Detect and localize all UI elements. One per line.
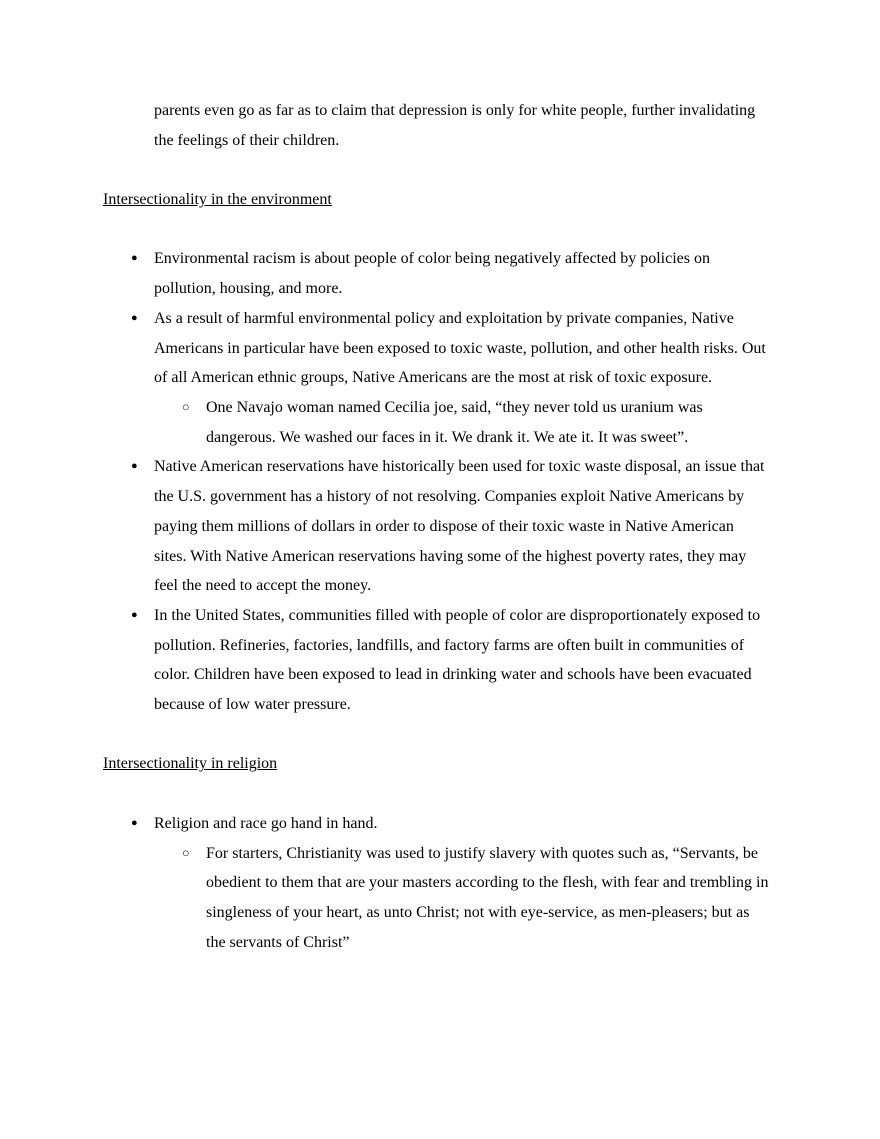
list-item-text: One Navajo woman named Cecilia joe, said, “they never told us uranium was dangerous. We washed our faces in it. We drank it. We ate it. It was sweet”.	[206, 399, 703, 446]
bullet-icon: ●	[131, 608, 138, 621]
list-item-text: Environmental racism is about people of color being negatively affected by policies on pollution, housing, and more.	[154, 250, 710, 298]
bullet-list-religion	[103, 809, 777, 958]
list-item	[103, 452, 777, 601]
bullet-icon: ●	[131, 460, 138, 473]
intro-paragraph: parents even go as far as to claim that depression is only for white people, further invalidating the feelings of their children.	[154, 102, 756, 149]
bullet-icon: ●	[131, 311, 138, 324]
hollow-bullet-icon: ○	[182, 845, 190, 860]
list-item	[103, 839, 777, 958]
bullet-icon: ●	[131, 252, 138, 265]
list-item	[103, 304, 777, 393]
list-item-text: As a result of harmful environmental policy and exploitation by private companies, Native Americans in particular have been exposed to toxic waste, pollution, and other health risks. Out of all American ethnic groups, Native Americans are the most at risk of toxic exposure.	[154, 309, 766, 387]
bullet-list-environment	[103, 244, 777, 719]
list-item-text: For starters, Christianity was used to justify slavery with quotes such as, “Servants, be obedient to them that are your masters according to the flesh, with fear and trembling in singleness of your heart, as unto Christ; not with eye-service, as men-pleasers; but as the servants of Christ”	[206, 844, 769, 951]
list-item-text: Native American reservations have historically been used for toxic waste disposal, an issue that the U.S. government has a history of not resolving. Companies exploit Native Americans by paying them millions of dollars in order to dispose of their toxic waste in Native American sites. With Native American reservations having some of the highest poverty rates, they may feel the need to accept the money.	[154, 458, 765, 595]
list-item-text: In the United States, communities filled with people of color are disproportionately exposed to pollution. Refineries, factories, landfills, and factory farms are often built in communities of color. Children have been exposed to lead in drinking water and schools have been evacuated because of low water pressure.	[154, 606, 761, 714]
bullet-icon: ●	[131, 816, 138, 829]
hollow-bullet-icon: ○	[182, 400, 190, 414]
list-item	[103, 393, 777, 452]
section-heading-environment: Intersectionality in the environment	[103, 191, 332, 209]
list-item	[103, 601, 777, 720]
list-item-text: Religion and race go hand in hand.	[154, 814, 378, 832]
list-item	[103, 809, 777, 839]
list-item	[103, 244, 777, 303]
section-heading-religion: Intersectionality in religion	[103, 755, 278, 773]
